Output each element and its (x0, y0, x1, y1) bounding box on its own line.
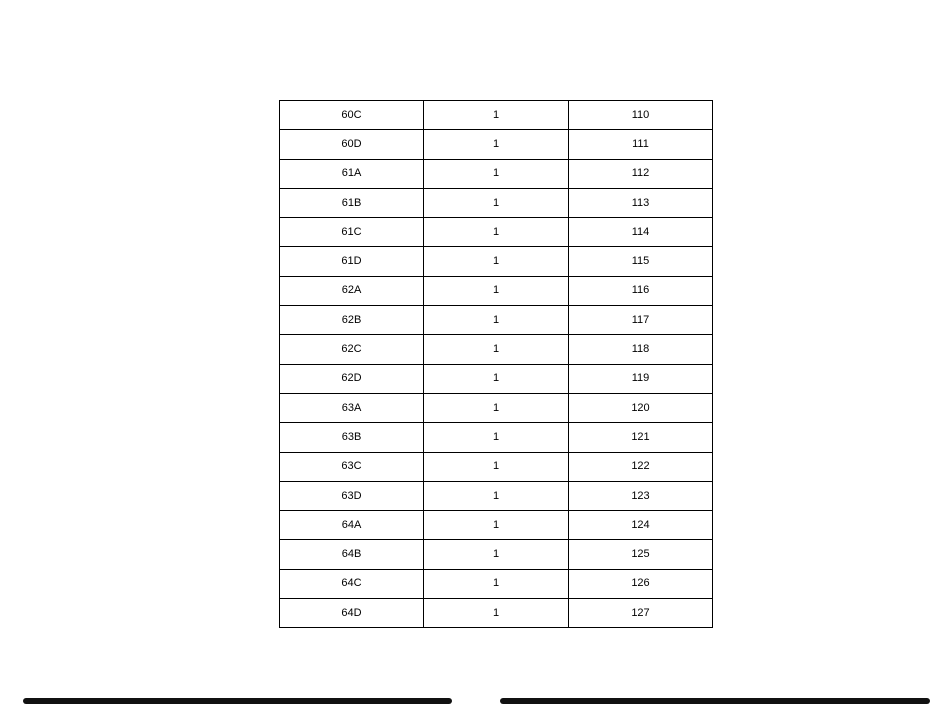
footer-bar-right (500, 698, 930, 704)
cell-number: 124 (569, 511, 713, 540)
cell-qty: 1 (424, 481, 569, 510)
table-row (280, 101, 713, 130)
cell-id: 64A (280, 511, 424, 540)
table-row (280, 159, 713, 188)
table-row (280, 393, 713, 422)
table-row (280, 335, 713, 364)
cell-id: 61C (280, 218, 424, 247)
parts-table (279, 100, 713, 628)
cell-id: 63D (280, 481, 424, 510)
cell-number: 126 (569, 569, 713, 598)
cell-id: 61D (280, 247, 424, 276)
cell-qty: 1 (424, 511, 569, 540)
table-row (280, 540, 713, 569)
cell-qty: 1 (424, 218, 569, 247)
table-row (280, 423, 713, 452)
cell-qty: 1 (424, 101, 569, 130)
cell-id: 62C (280, 335, 424, 364)
cell-id: 61A (280, 159, 424, 188)
table-row (280, 247, 713, 276)
cell-id: 60D (280, 130, 424, 159)
cell-number: 125 (569, 540, 713, 569)
cell-qty: 1 (424, 130, 569, 159)
cell-id: 63B (280, 423, 424, 452)
cell-qty: 1 (424, 276, 569, 305)
cell-number: 121 (569, 423, 713, 452)
table-row (280, 188, 713, 217)
cell-number: 113 (569, 188, 713, 217)
cell-id: 63C (280, 452, 424, 481)
cell-id: 62D (280, 364, 424, 393)
table-row (280, 481, 713, 510)
table-row (280, 130, 713, 159)
cell-number: 127 (569, 599, 713, 628)
cell-id: 62B (280, 306, 424, 335)
table-row (280, 452, 713, 481)
cell-qty: 1 (424, 364, 569, 393)
cell-qty: 1 (424, 599, 569, 628)
cell-qty: 1 (424, 159, 569, 188)
cell-number: 120 (569, 393, 713, 422)
cell-number: 122 (569, 452, 713, 481)
cell-id: 63A (280, 393, 424, 422)
cell-number: 119 (569, 364, 713, 393)
cell-id: 61B (280, 188, 424, 217)
table-row (280, 511, 713, 540)
cell-number: 118 (569, 335, 713, 364)
cell-qty: 1 (424, 569, 569, 598)
cell-qty: 1 (424, 540, 569, 569)
cell-qty: 1 (424, 452, 569, 481)
cell-id: 64B (280, 540, 424, 569)
table-row (280, 218, 713, 247)
cell-qty: 1 (424, 393, 569, 422)
cell-qty: 1 (424, 335, 569, 364)
cell-number: 114 (569, 218, 713, 247)
cell-qty: 1 (424, 247, 569, 276)
cell-id: 60C (280, 101, 424, 130)
table-row (280, 599, 713, 628)
parts-table-body (280, 101, 713, 628)
cell-id: 64D (280, 599, 424, 628)
table-row (280, 364, 713, 393)
footer-bar-left (23, 698, 452, 704)
cell-number: 123 (569, 481, 713, 510)
cell-id: 62A (280, 276, 424, 305)
cell-number: 110 (569, 101, 713, 130)
cell-number: 117 (569, 306, 713, 335)
cell-qty: 1 (424, 306, 569, 335)
cell-number: 111 (569, 130, 713, 159)
cell-number: 116 (569, 276, 713, 305)
cell-id: 64C (280, 569, 424, 598)
cell-number: 112 (569, 159, 713, 188)
table-row (280, 306, 713, 335)
table-row (280, 276, 713, 305)
cell-qty: 1 (424, 188, 569, 217)
cell-qty: 1 (424, 423, 569, 452)
cell-number: 115 (569, 247, 713, 276)
table-row (280, 569, 713, 598)
